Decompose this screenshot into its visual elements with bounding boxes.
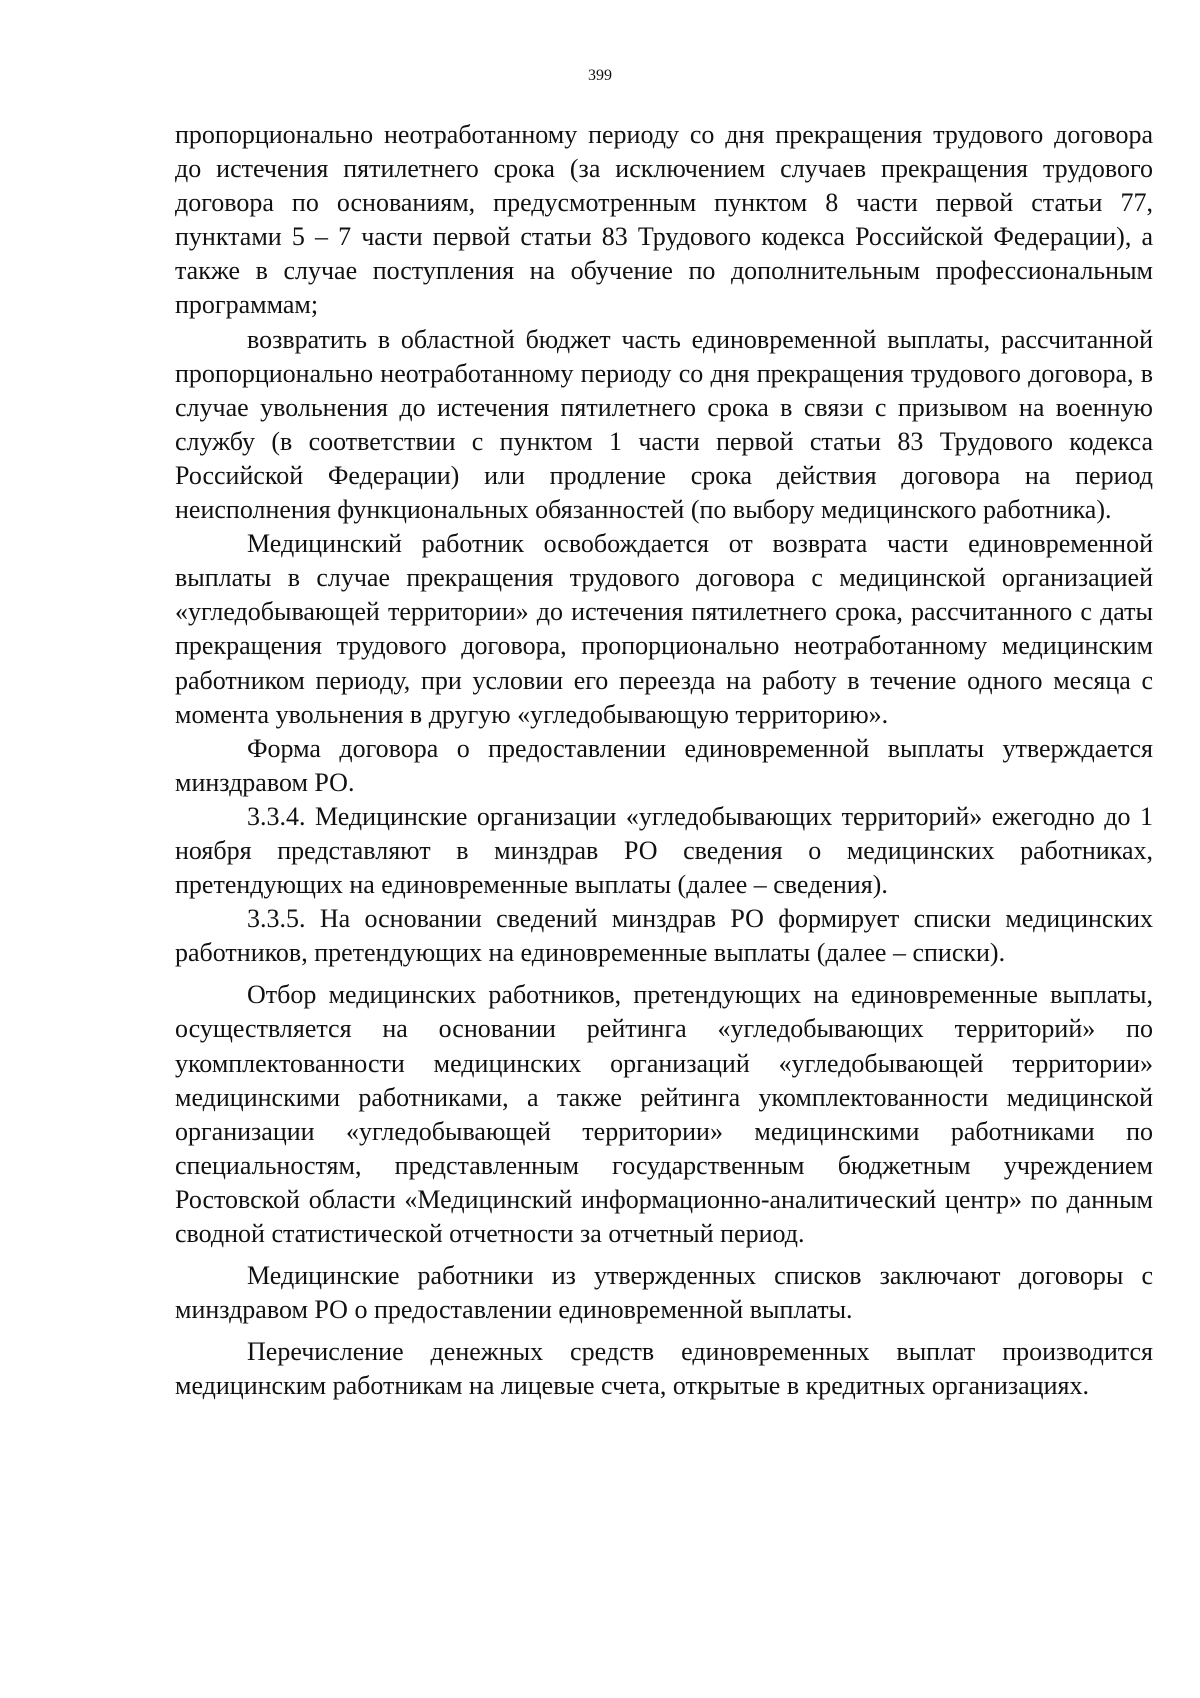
paragraph-clause-3-3-5: 3.3.5. На основании сведений минздрав РО формирует списки медицинских работников, претендующих на единовременные выплаты (далее – списки). bbox=[175, 904, 1153, 968]
paragraph-clause-3-3-4: 3.3.4. Медицинские организации «угледобывающих территорий» ежегодно до 1 ноября представляют в минздрав РО сведения о медицинских работниках, претендующих на единовременные выплаты (далее – сведения). bbox=[175, 801, 1153, 900]
paragraph-selection-criteria: Отбор медицинских работников, претендующих на единовременные выплаты, осуществляется на основании рейтинга «угледобывающих территорий» по укомплектованности медицинских организаций «угледобывающей территории» медицинскими работниками, а также рейтинга укомплектованности медицинской организации «угледобывающей территории» медицинскими работниками по специальностям, представленным государственным бюджетным учреждением Ростовской области «Медицинский информационно-аналитический центр» по данным сводной статистической отчетности за отчетный период. bbox=[175, 980, 1153, 1248]
page-number: 399 bbox=[588, 67, 612, 84]
document-body bbox=[175, 118, 1153, 1403]
paragraph-contracts: Медицинские работники из утвержденных списков заключают договоры с минздравом РО о предоставлении единовременной выплаты. bbox=[175, 1261, 1153, 1325]
paragraph-2: возвратить в областной бюджет часть единовременной выплаты, рассчитанной пропорционально неотработанному периоду со дня прекращения трудового договора, в случае увольнения до истечения пятилетнего срока в связи с призывом на военную службу (в соответствии с пунктом 1 части первой статьи 83 Трудового кодекса Российской Федерации) или продление срока действия договора на период неисполнения функциональных обязанностей (по выбору медицинского работника). bbox=[175, 324, 1153, 525]
paragraph-1: пропорционально неотработанному периоду со дня прекращения трудового договора до истечения пятилетнего срока (за исключением случаев прекращения трудового договора по основаниям, предусмотренным пунктом 8 части первой статьи 77, пунктами 5 – 7 части первой статьи 83 Трудового кодекса Российской Федерации), а также в случае поступления на обучение по дополнительным профессиональным программам; bbox=[175, 120, 1153, 320]
paragraph-4: Форма договора о предоставлении единовременной выплаты утверждается минздравом РО. bbox=[175, 733, 1153, 797]
paragraph-payment-transfer: Перечисление денежных средств единовременных выплат производится медицинским работникам на лицевые счета, открытые в кредитных организациях. bbox=[175, 1337, 1153, 1401]
paragraph-3: Медицинский работник освобождается от возврата части единовременной выплаты в случае прекращения трудового договора с медицинской организацией «угледобывающей территории» до истечения пятилетнего срока, рассчитанного с даты прекращения трудового договора, пропорционально неотработанному медицинским работником периоду, при условии его переезда на работу в течение одного месяца с момента увольнения в другую «угледобывающую территорию». bbox=[175, 529, 1153, 729]
